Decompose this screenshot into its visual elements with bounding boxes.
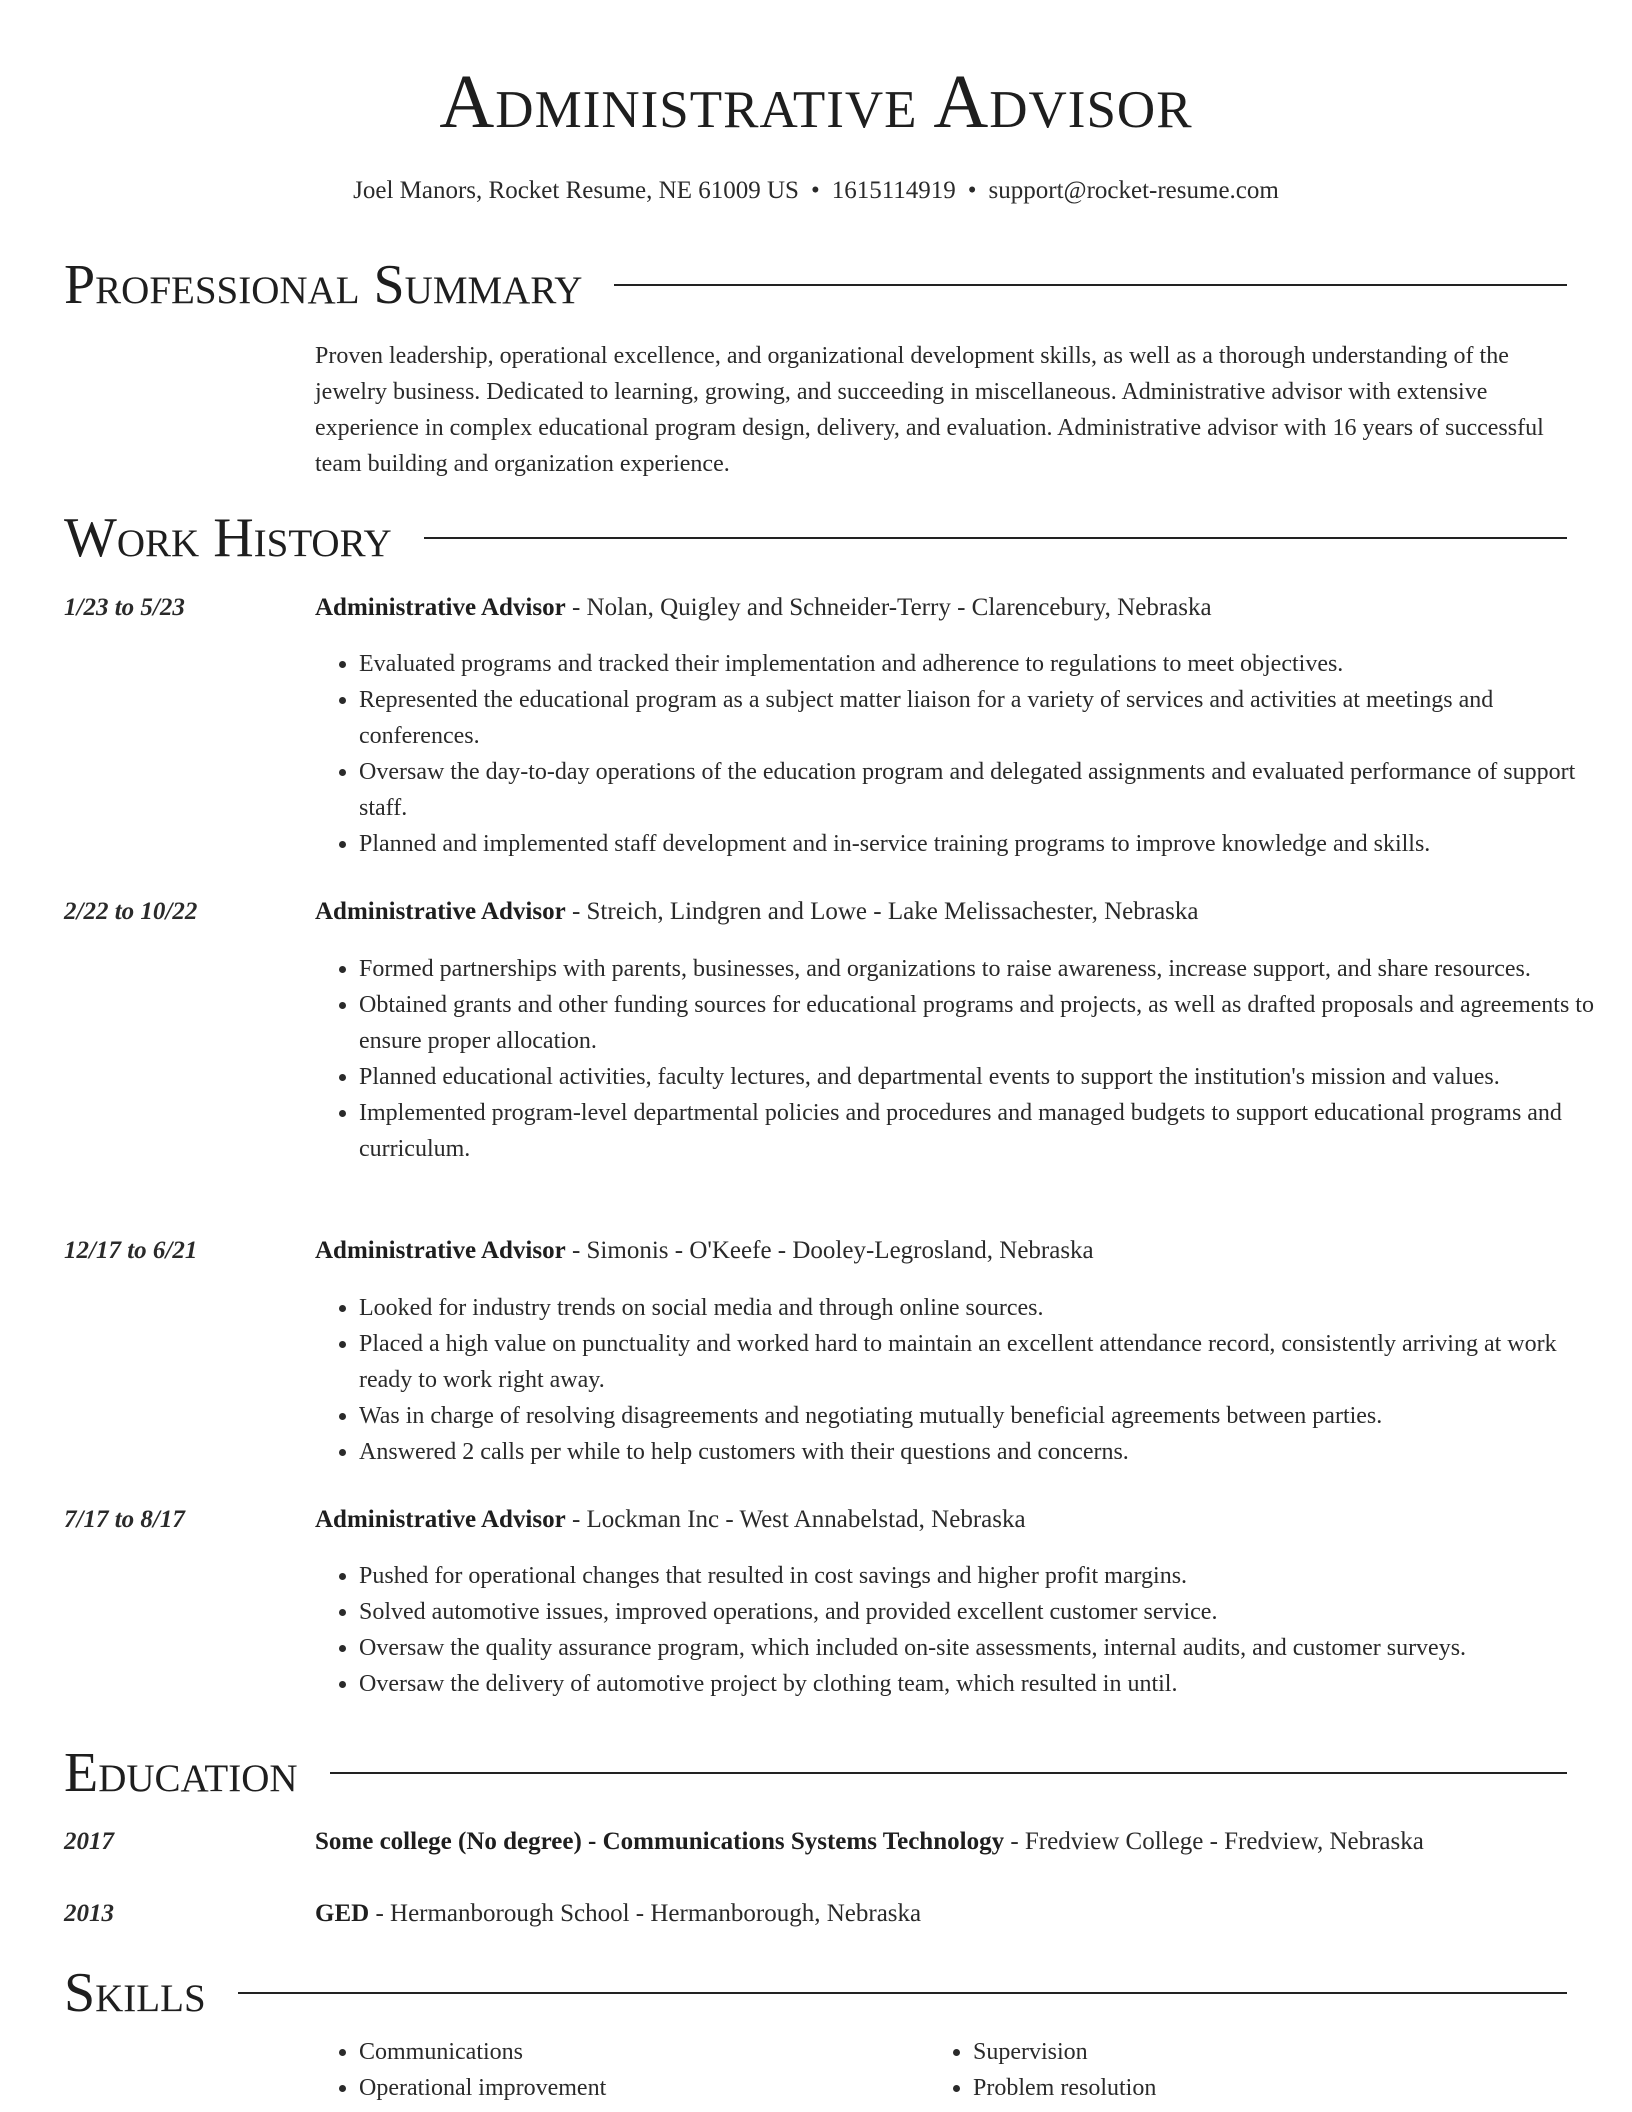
job-bullet: • Formed partnerships with parents, businesses, and organizations to raise awareness, increase support, and share resources. [359, 951, 1611, 987]
job-role: Administrative Advisor [315, 1506, 566, 1533]
job-bullet: • Looked for industry trends on social media and through online sources. [359, 1290, 1611, 1326]
job-bullet: • Oversaw the day-to-day operations of the education program and delegated assignments and evaluated performance of support staff. [359, 754, 1611, 826]
skill-item: • Communications [359, 2034, 929, 2070]
job-bullet: • Oversaw the delivery of automotive project by clothing team, which resulted in until. [359, 1666, 1611, 1702]
job-details: - Simonis - O'Keefe - Dooley-Legrosland, Nebraska [565, 1237, 1094, 1264]
job-details: - Lockman Inc - West Annabelstad, Nebraska [565, 1506, 1026, 1533]
job-bullet: • Was in charge of resolving disagreements and negotiating mutually beneficial agreements between parties. [359, 1398, 1611, 1434]
job-bullet: • Oversaw the quality assurance program, which included on-site assessments, internal audits, and customer surveys. [359, 1630, 1611, 1666]
education-entry [315, 1897, 1567, 1931]
contact-separator: • [810, 177, 820, 204]
contact-phone: 1615114919 [831, 177, 956, 204]
job-dates: 7/17 to 8/17 [64, 1506, 185, 1533]
job-bullets [315, 951, 1611, 1167]
resume-title: Administrative Advisor [439, 60, 1193, 144]
education-year: 2017 [64, 1828, 114, 1855]
section-divider [330, 1772, 1567, 1774]
section-divider [424, 537, 1567, 539]
job-role: Administrative Advisor [315, 594, 566, 621]
section-title-education: Education [64, 1742, 298, 1804]
job-dates: 2/22 to 10/22 [64, 898, 198, 925]
job-bullet: • Placed a high value on punctuality and worked hard to maintain an excellent attendance record, consistently arriving at work ready to work right away. [359, 1326, 1611, 1398]
section-divider [238, 1992, 1567, 1994]
contact-line [0, 174, 1632, 208]
job-heading [315, 1234, 1567, 1268]
contact-email[interactable]: support@rocket-resume.com [988, 177, 1279, 204]
contact-address: Joel Manors, Rocket Resume, NE 61009 US [353, 177, 799, 204]
job-bullet: • Evaluated programs and tracked their implementation and adherence to regulations to meet objectives. [359, 646, 1611, 682]
job-heading [315, 591, 1567, 625]
section-header-skills [64, 1958, 1567, 2028]
job-bullets [315, 1290, 1611, 1470]
education-school: - Fredview College - Fredview, Nebraska [1004, 1828, 1424, 1855]
section-title-skills: Skills [64, 1962, 206, 2024]
education-degree: Some college (No degree) - Communications Systems Technology [315, 1828, 1005, 1855]
skill-item: • Operational improvement [359, 2070, 929, 2106]
skills-column-left [315, 2034, 929, 2106]
job-bullet: • Implemented program-level departmental policies and procedures and managed budgets to support educational programs and curriculum. [359, 1095, 1611, 1167]
education-degree: GED [315, 1900, 370, 1927]
skills-list [315, 2034, 1567, 2106]
education-school: - Hermanborough School - Hermanborough, Nebraska [369, 1900, 922, 1927]
section-title-summary: Professional Summary [64, 254, 583, 316]
job-heading [315, 1503, 1567, 1537]
job-details: - Streich, Lindgren and Lowe - Lake Melissachester, Nebraska [565, 898, 1199, 925]
section-header-education [64, 1738, 1567, 1808]
section-divider [614, 284, 1567, 286]
education-year: 2013 [64, 1900, 114, 1927]
job-bullet: • Pushed for operational changes that resulted in cost savings and higher profit margins. [359, 1558, 1611, 1594]
job-details: - Nolan, Quigley and Schneider-Terry - Clarencebury, Nebraska [565, 594, 1212, 621]
section-header-summary [64, 250, 1567, 320]
job-bullets [315, 1558, 1611, 1702]
job-bullet: • Planned educational activities, faculty lectures, and departmental events to support the institution's mission and values. [359, 1059, 1611, 1095]
section-header-work-history [64, 503, 1567, 573]
contact-separator: • [967, 177, 977, 204]
job-heading [315, 895, 1567, 929]
job-dates: 1/23 to 5/23 [64, 594, 185, 621]
job-bullets [315, 646, 1611, 862]
job-bullet: • Solved automotive issues, improved operations, and provided excellent customer service. [359, 1594, 1611, 1630]
job-bullet: • Planned and implemented staff development and in-service training programs to improve knowledge and skills. [359, 826, 1611, 862]
education-entry [315, 1825, 1567, 1859]
job-bullet: • Obtained grants and other funding sources for educational programs and projects, as well as drafted proposals and agreements to ensure proper allocation. [359, 987, 1611, 1059]
job-bullet: • Answered 2 calls per while to help customers with their questions and concerns. [359, 1434, 1611, 1470]
skill-item: • Problem resolution [973, 2070, 1543, 2106]
job-role: Administrative Advisor [315, 1237, 566, 1264]
job-dates: 12/17 to 6/21 [64, 1237, 198, 1264]
job-bullet: • Represented the educational program as a subject matter liaison for a variety of services and activities at meetings and conferences. [359, 682, 1611, 754]
skills-column-right [929, 2034, 1543, 2106]
job-role: Administrative Advisor [315, 898, 566, 925]
skill-item: • Supervision [973, 2034, 1543, 2070]
section-title-work-history: Work History [64, 507, 392, 569]
summary-text: Proven leadership, operational excellence, and organizational development skills, as well as a thorough understanding of the jewelry business. Dedicated to learning, growing, and succeeding in miscellaneous. Administrative advisor with extensive experience in complex educational program design, delivery, and evaluation. Administrative advisor with 16 years of successful team building and organization experience. [315, 343, 1544, 477]
